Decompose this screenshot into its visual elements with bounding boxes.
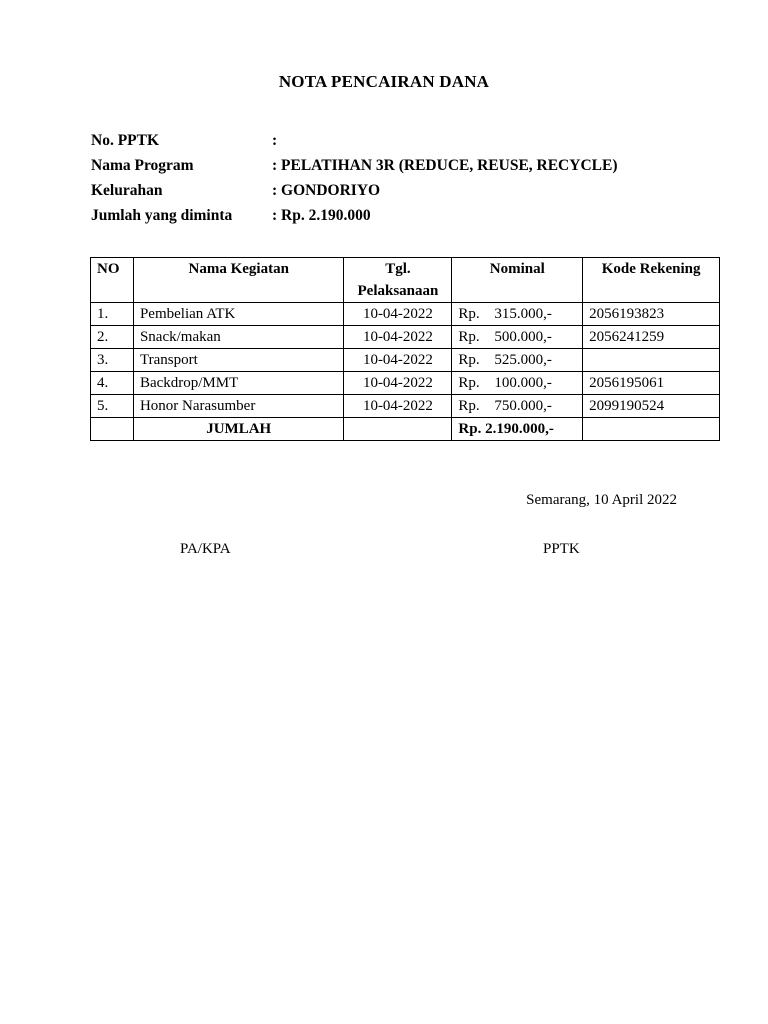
cell-tgl: 10-04-2022: [344, 395, 452, 418]
info-row-no-pptk: [91, 131, 617, 156]
cell-total-blank: [344, 418, 452, 441]
info-value: : Rp. 2.190.000: [272, 207, 371, 224]
total-value: Rp. 2.190.000,-: [452, 418, 583, 441]
header-no: NO: [91, 258, 134, 303]
info-value: : GONDORIYO: [272, 182, 381, 199]
cell-nama: Pembelian ATK: [133, 303, 344, 326]
info-row-nama-program: [91, 156, 617, 181]
cell-rp: Rp.: [458, 329, 480, 345]
cell-amount: 315.000,-: [494, 306, 552, 322]
cell-kode: 2056195061: [583, 372, 720, 395]
cell-rp: Rp.: [458, 375, 480, 391]
cell-tgl: 10-04-2022: [344, 303, 452, 326]
cell-amount: 525.000,-: [494, 352, 552, 368]
cell-nama: Honor Narasumber: [133, 395, 344, 418]
cell-tgl: 10-04-2022: [344, 326, 452, 349]
cell-tgl: 10-04-2022: [344, 372, 452, 395]
table-row: [91, 372, 720, 395]
cell-kode: 2099190524: [583, 395, 720, 418]
cell-nominal: [452, 372, 583, 395]
cell-rp: Rp.: [458, 398, 480, 414]
cell-no: 4.: [91, 372, 134, 395]
cell-kode: [583, 349, 720, 372]
table-header-row: [91, 258, 720, 303]
cell-no: 3.: [91, 349, 134, 372]
total-label: JUMLAH: [133, 418, 344, 441]
cell-nama: Snack/makan: [133, 326, 344, 349]
cell-nominal: [452, 326, 583, 349]
place-date: Semarang, 10 April 2022: [526, 492, 677, 508]
cell-amount: 750.000,-: [494, 398, 552, 414]
cell-rp: Rp.: [458, 306, 480, 322]
cell-kode: 2056241259: [583, 326, 720, 349]
header-nominal: Nominal: [452, 258, 583, 303]
info-value: :: [272, 132, 278, 149]
cell-nama: Backdrop/MMT: [133, 372, 344, 395]
table-total-row: [91, 418, 720, 441]
signature-pptk: PPTK: [543, 541, 580, 557]
cell-nominal: [452, 303, 583, 326]
header-kode-rekening: Kode Rekening: [583, 258, 720, 303]
activity-table: [90, 257, 720, 441]
cell-amount: 500.000,-: [494, 329, 552, 345]
info-row-jumlah-diminta: [91, 206, 617, 231]
cell-rp: Rp.: [458, 352, 480, 368]
header-nama-kegiatan: Nama Kegiatan: [133, 258, 344, 303]
signature-pa-kpa: PA/KPA: [180, 541, 231, 557]
info-label: Jumlah yang diminta: [91, 207, 233, 224]
cell-no: 1.: [91, 303, 134, 326]
info-block: [91, 131, 617, 231]
info-row-kelurahan: [91, 181, 617, 206]
cell-nama: Transport: [133, 349, 344, 372]
cell-kode: 2056193823: [583, 303, 720, 326]
table-row: [91, 326, 720, 349]
info-label: No. PPTK: [91, 132, 160, 149]
cell-no: 5.: [91, 395, 134, 418]
table-row: [91, 303, 720, 326]
cell-total-blank: [583, 418, 720, 441]
cell-total-blank: [91, 418, 134, 441]
cell-tgl: 10-04-2022: [344, 349, 452, 372]
info-label: Kelurahan: [91, 182, 163, 199]
cell-amount: 100.000,-: [494, 375, 552, 391]
header-tgl-line2: Pelaksanaan: [357, 283, 439, 299]
header-tgl-line1: Tgl.: [385, 261, 411, 277]
cell-nominal: [452, 395, 583, 418]
cell-nominal: [452, 349, 583, 372]
cell-no: 2.: [91, 326, 134, 349]
table-row: [91, 395, 720, 418]
info-value: : PELATIHAN 3R (REDUCE, REUSE, RECYCLE): [272, 157, 618, 174]
info-label: Nama Program: [91, 157, 194, 174]
header-tgl-pelaksanaan: [344, 258, 452, 303]
table-row: [91, 349, 720, 372]
document-title: NOTA PENCAIRAN DANA: [278, 72, 490, 91]
